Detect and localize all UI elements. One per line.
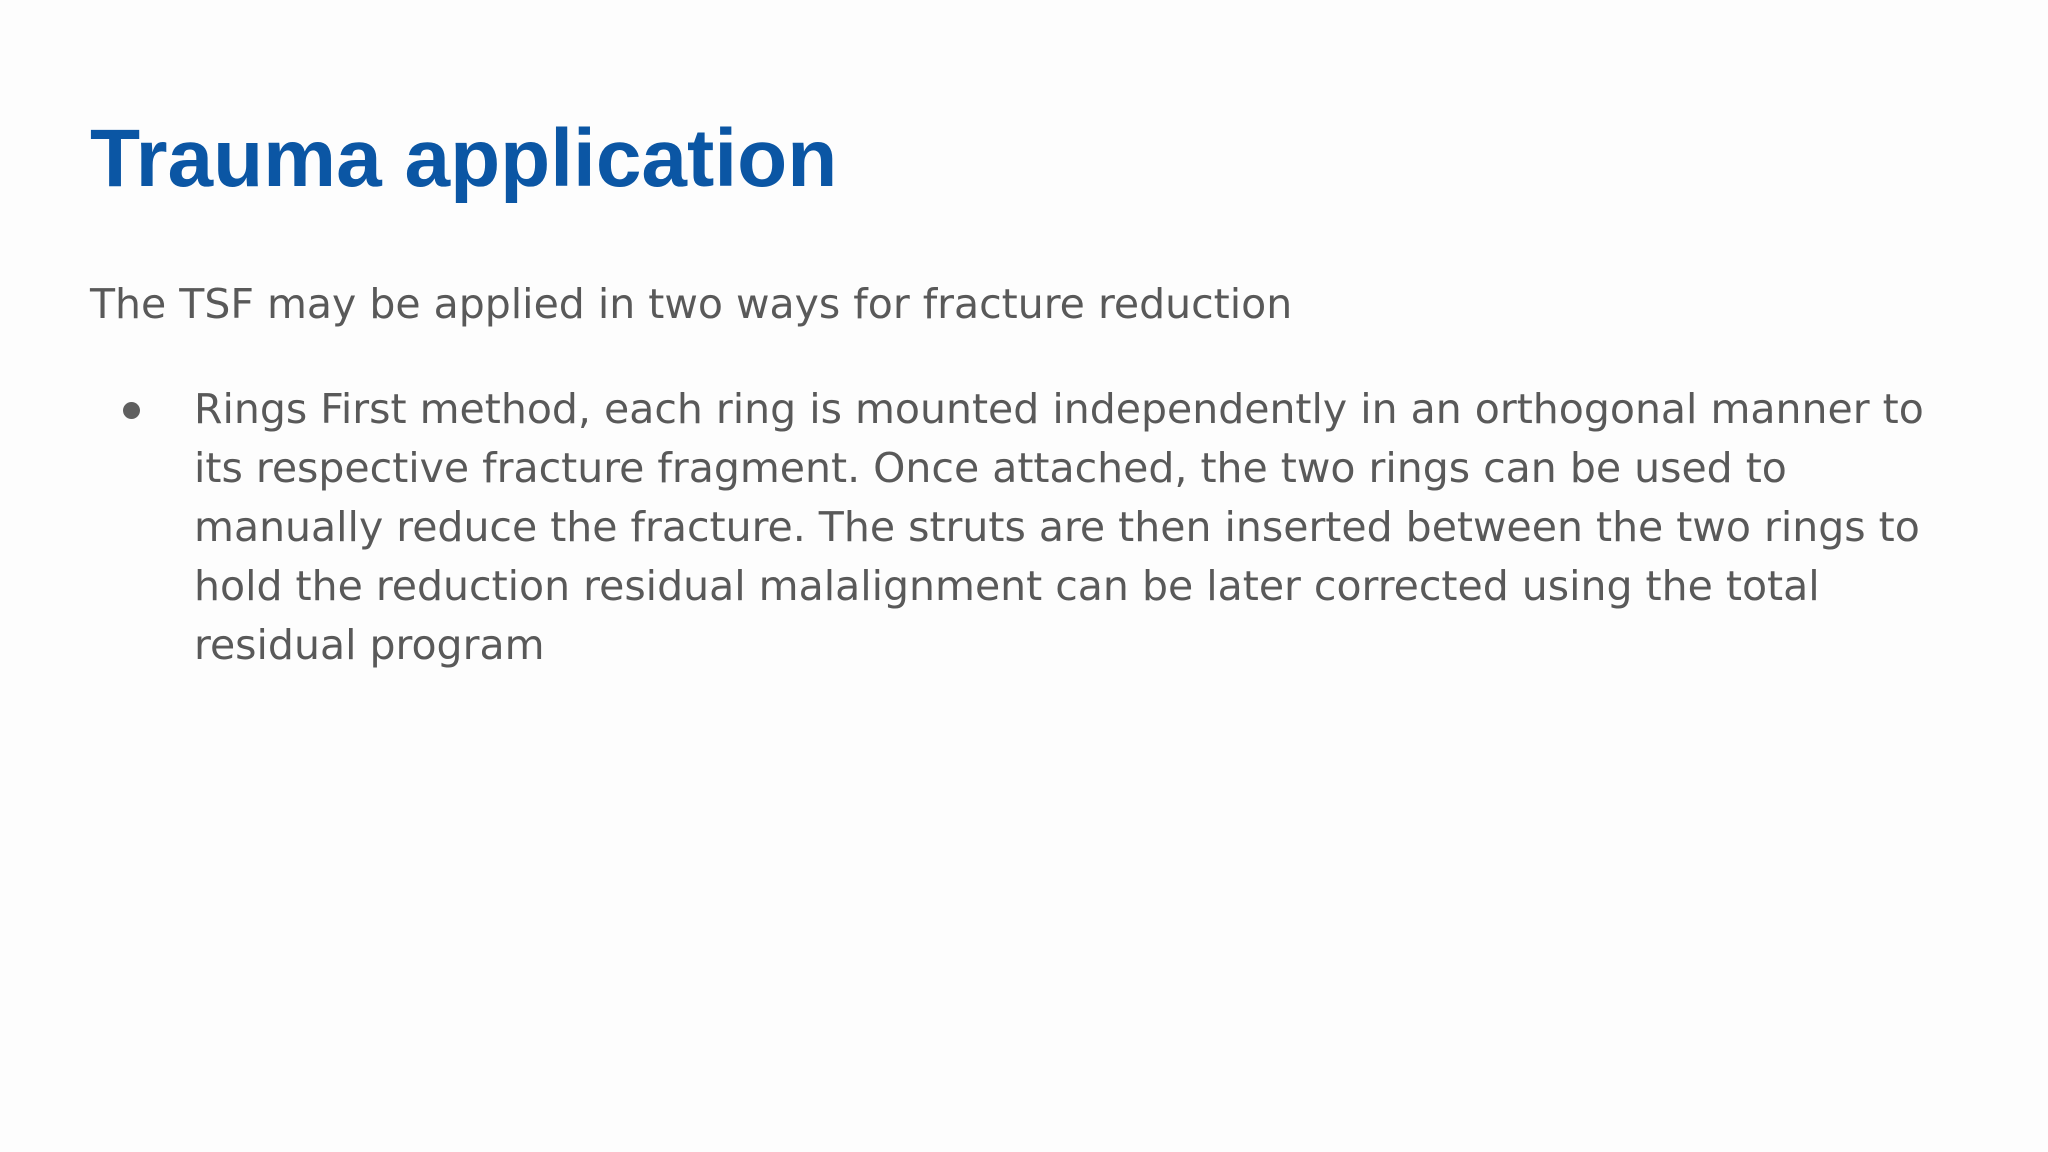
bullet-list	[90, 380, 1990, 675]
bullet-text: Rings First method, each ring is mounted independently in an orthogonal manner to its respective fracture fragment. Once attached, the two rings can be used to manually reduce the fracture. The struts are then inserted between the two rings to hold the reduction residual malalignment can be later corrected using the total residual program	[194, 385, 1924, 669]
bullet-item	[90, 380, 1950, 675]
intro-text: The TSF may be applied in two ways for fracture reduction	[90, 280, 1293, 328]
bullet-dot-icon	[123, 402, 140, 419]
slide-title: Trauma application	[90, 113, 838, 204]
